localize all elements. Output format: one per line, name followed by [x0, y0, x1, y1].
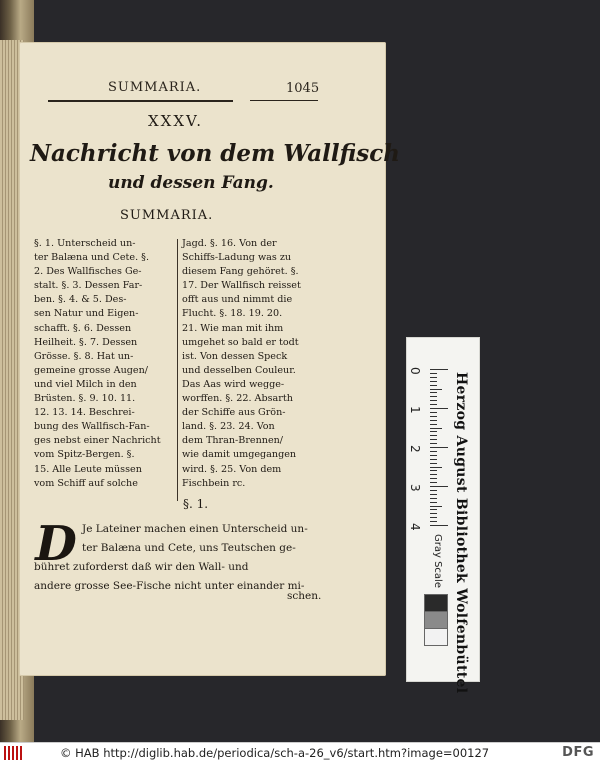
summary-line: Heilheit. §. 7. Dessen	[34, 336, 138, 348]
ruler-tick	[430, 416, 437, 417]
ruler-number: 1	[408, 406, 422, 414]
summary-line: Fischbein rc.	[182, 477, 246, 489]
ruler-tick	[430, 396, 437, 397]
summary-line: gemeine grosse Augen/	[34, 364, 148, 376]
ruler-tick	[430, 509, 437, 510]
ruler-tick	[430, 521, 437, 522]
ruler-number: 0	[408, 367, 422, 375]
summary-line: ben. §. 4. & 5. Des-	[34, 294, 127, 306]
ruler-tick	[430, 431, 437, 432]
gray-scale-label: Gray Scale	[432, 534, 443, 588]
ruler-tick	[430, 392, 437, 393]
ruler-tick	[430, 400, 437, 401]
summary-line: 21. Wie man mit ihm	[182, 322, 284, 334]
ruler-tick	[430, 517, 437, 518]
footer-bar	[0, 742, 600, 763]
ruler-tick	[430, 467, 442, 468]
ruler-tick	[430, 463, 437, 464]
ruler-tick	[430, 506, 442, 507]
page-number: 1045	[286, 81, 320, 96]
ruler-tick	[430, 439, 437, 440]
ruler-tick	[430, 525, 448, 526]
body-text	[34, 520, 308, 596]
library-name: Herzog August Bibliothek Wolfenbüttel	[453, 372, 469, 694]
summary-line: Das Aas wird wegge-	[182, 378, 285, 390]
summary-line: wird. §. 25. Von dem	[182, 463, 282, 475]
summary-line: Brüsten. §. 9. 10. 11.	[34, 393, 136, 405]
ruler-number: 2	[408, 445, 422, 453]
summary-line: vom Schiff auf solche	[34, 477, 138, 489]
summary-line: und viel Milch in den	[34, 378, 137, 390]
ruler-tick	[430, 482, 437, 483]
summary-line: Grösse. §. 8. Hat un-	[34, 350, 134, 362]
summary-line: 17. Der Wallfisch reisset	[182, 280, 301, 292]
body-line: ter Balæna und Cete, uns Teutschen ge-	[82, 542, 296, 554]
gray-swatch	[424, 594, 448, 612]
ruler-tick	[430, 373, 437, 374]
ruler-tick	[430, 408, 448, 409]
summary-line: ter Balæna und Cete. §.	[34, 252, 150, 264]
summary-line: 15. Alle Leute müssen	[34, 463, 142, 475]
section-number: XXXV.	[148, 112, 204, 130]
summary-line: schafft. §. 6. Dessen	[34, 322, 132, 334]
summary-line: 2. Des Wallfisches Ge-	[34, 266, 142, 278]
ruler-tick	[430, 451, 437, 452]
ruler-tick	[430, 459, 437, 460]
ruler-tick	[430, 377, 437, 378]
ruler-number: 4	[408, 523, 422, 531]
summary-line: dem Thran-Brennen/	[182, 435, 284, 447]
ruler-tick	[430, 513, 437, 514]
ruler-tick	[430, 412, 437, 413]
body-line: andere grosse See-Fische nicht unter einander mi-	[34, 580, 305, 592]
ruler-tick	[430, 443, 437, 444]
summary-line: stalt. §. 3. Dessen Far-	[34, 280, 143, 292]
summary-line: Schiffs-Ladung was zu	[182, 252, 292, 264]
ruler-tick	[430, 490, 437, 491]
summary-line: diesem Fang gehöret. §.	[182, 266, 299, 278]
ruler-tick	[430, 404, 437, 405]
summary-line: wie damit umgegangen	[182, 449, 297, 461]
summary-line: und desselben Couleur.	[182, 364, 296, 376]
body-line: bühret zuforderst daß wir den Wall- und	[34, 561, 249, 573]
ruler-tick	[430, 478, 437, 479]
summary-line: worffen. §. 22. Absarth	[182, 393, 293, 405]
summary-line: ges nebst einer Nachricht	[34, 435, 161, 447]
gray-swatch	[424, 628, 448, 646]
running-head: SUMMARIA.	[108, 80, 202, 95]
ruler-tick	[430, 470, 437, 471]
summary-line: offt aus und nimmt die	[182, 294, 293, 306]
summary-line: Flucht. §. 18. 19. 20.	[182, 308, 283, 320]
summary-line: §. 1. Unterscheid un-	[34, 238, 136, 249]
column-divider	[177, 239, 178, 501]
body-last-word: schen.	[287, 590, 322, 602]
ruler-tick	[430, 474, 437, 475]
summary-column-right	[182, 237, 301, 491]
ruler-tick	[430, 502, 437, 503]
header-rule-left	[48, 100, 233, 102]
ruler	[408, 367, 448, 531]
dfg-logo: DFG	[562, 745, 594, 760]
ruler-tick	[430, 428, 442, 429]
article-title-line2: und dessen Fang.	[108, 173, 274, 193]
copyright-link[interactable]: © HAB http://diglib.hab.de/periodica/sch-a-26_v6/start.htm?image=00127	[60, 746, 490, 760]
ruler-tick	[430, 389, 442, 390]
article-title-line1: Nachricht von dem Wallfisch	[30, 140, 400, 167]
summaria-heading: SUMMARIA.	[120, 208, 214, 223]
gray-swatch	[424, 611, 448, 629]
ruler-tick	[430, 385, 437, 386]
body-line: Je Lateiner machen einen Unterscheid un-	[82, 523, 308, 535]
summary-line: 12. 13. 14. Beschrei-	[34, 407, 135, 419]
hab-logo-icon	[4, 746, 24, 760]
ruler-tick	[430, 455, 437, 456]
ruler-tick	[430, 424, 437, 425]
summary-line: vom Spitz-Bergen. §.	[34, 449, 135, 461]
summary-line: umgehet so bald er todt	[182, 336, 299, 348]
ruler-tick	[430, 494, 437, 495]
ruler-tick	[430, 420, 437, 421]
ruler-number: 3	[408, 484, 422, 492]
summary-line: ist. Von dessen Speck	[182, 350, 288, 362]
ruler-tick	[430, 447, 448, 448]
summary-line: der Schiffe aus Grön-	[182, 407, 286, 419]
summary-line: bung des Wallfisch-Fan-	[34, 421, 150, 433]
paragraph-mark: §. 1.	[183, 497, 209, 511]
header-rule-right	[250, 100, 318, 101]
summary-column-left	[34, 237, 161, 491]
ruler-tick	[430, 486, 448, 487]
ruler-tick	[430, 381, 437, 382]
summary-line: land. §. 23. 24. Von	[182, 421, 275, 433]
ruler-tick	[430, 435, 437, 436]
ruler-tick	[430, 498, 437, 499]
drop-cap: D	[35, 516, 77, 572]
ruler-tick	[430, 369, 448, 370]
summary-line: sen Natur und Eigen-	[34, 308, 139, 320]
summary-line: Jagd. §. 16. Von der	[182, 238, 277, 249]
